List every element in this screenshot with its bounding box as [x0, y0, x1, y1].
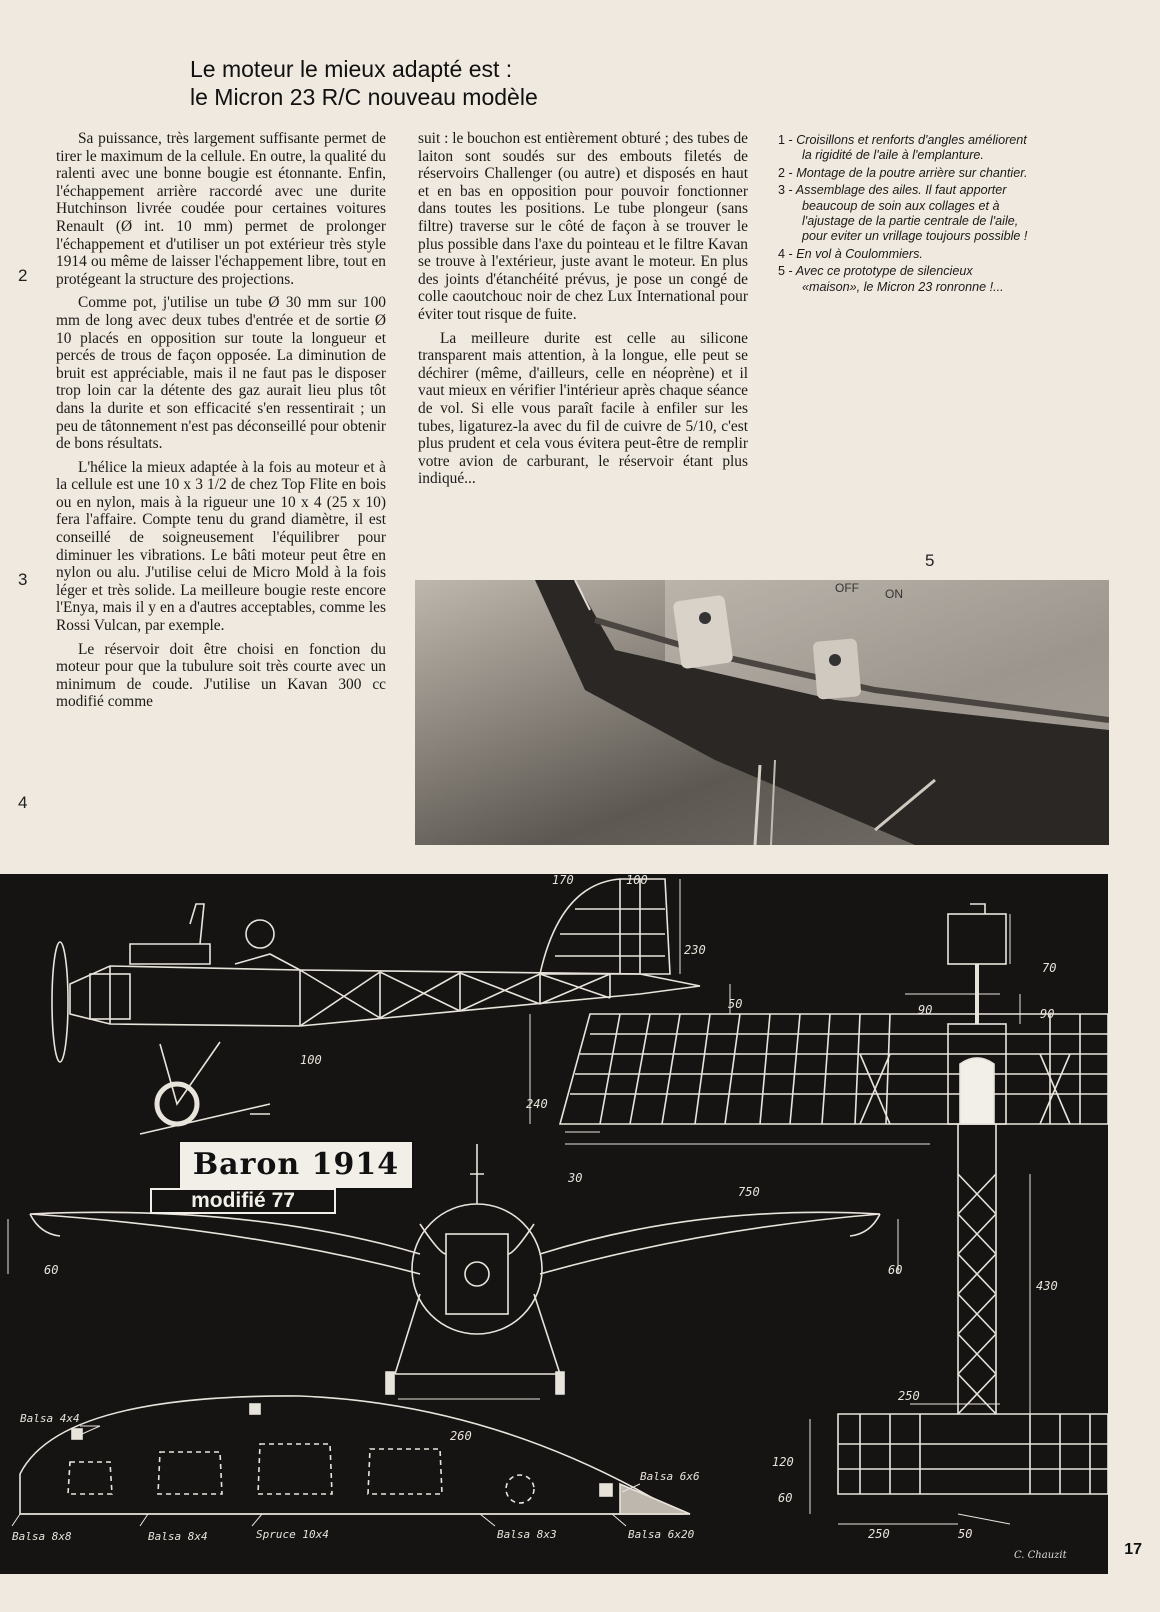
blueprint-plan: [0, 874, 1108, 1574]
dim-label: 100: [300, 1053, 322, 1067]
material-label: Balsa 6x20: [628, 1528, 695, 1541]
dim-label: 250: [868, 1527, 890, 1541]
paragraph: Sa puissance, très largement suffisante permet de tirer le maximum de la cellule. En outre, la qualité du ralenti avec une bonne bougie est étonnante. Enfin, l'échappement arrière raccordé avec une durite Hutchinson livrée coudée pour certaines voitures Renault (Ø int. 10 mm) permet de prolonger l'échappement et d'utiliser un pot extérieur très style 1914 ou même de laisser l'échappement libre, tout en protégeant la structure des projections.: [56, 130, 386, 288]
dim-label: 60: [888, 1263, 903, 1277]
dim-label: 60: [44, 1263, 59, 1277]
dim-label: 230: [684, 943, 706, 957]
paragraph: La meilleure durite est celle au silicone transparent mais attention, à la longue, elle peut se déchirer (même, d'ailleurs, celle en néoprène) et il vaut mieux en vérifier l'intérieur après chaque séance de vol. Si elle vous paraît facile à enfiler sur les tubes, ligaturez-la avec du fil de cuivre de 5/10, c'est plus prudent et cela vous évitera peut-être de remplir votre avion de carburant, le réservoir étant plus indiqué...: [418, 329, 748, 488]
caption-item: [778, 166, 1028, 181]
caption-text: En vol à Coulommiers.: [796, 246, 923, 261]
dim-label: 50: [958, 1527, 973, 1541]
caption-item: [778, 133, 1028, 164]
caption-number: 2 -: [778, 165, 793, 180]
text-column-1: [56, 130, 386, 717]
photo-marker-5: 5: [925, 551, 935, 570]
paragraph: L'hélice la mieux adaptée à la fois au moteur et à la cellule est une 10 x 3 1/2 de chez Top Flite en bois ou en nylon, mais à la rigueur une 10 x 4 (25 x 10) fera l'affaire. Compte tenu du grand diamètre, il est conseillé de soigneusement l'équilibrer pour diminuer les vibrations. Le bâti moteur peut être en nylon ou alu. J'utilise celui de Micro Mold à la fois léger et très solide. La meilleure bougie reste encore l'Enya, mais il y en a d'autres acceptables, comme les Rossi Vulcan, par exemple.: [56, 458, 386, 635]
photo-silencer: [415, 580, 1109, 845]
dim-label: 170: [552, 874, 574, 887]
dim-label: 120: [772, 1455, 794, 1469]
photo-marker-4: 4: [18, 793, 28, 812]
artist-signature: C. Chauzit: [1014, 1550, 1067, 1561]
dim-label: 100: [626, 874, 648, 887]
dim-label: 90: [918, 1003, 933, 1017]
caption-text: Montage de la poutre arrière sur chantier.: [796, 165, 1028, 180]
switch-on-label: ON: [885, 587, 903, 601]
material-label: Balsa 8x3: [497, 1528, 557, 1541]
switch-off-label: OFF: [835, 581, 859, 595]
material-label: Balsa 6x6: [640, 1470, 700, 1483]
paragraph: suit : le bouchon est entièrement obturé ; des tubes de laiton sont soudés sur des embouts filetés de réservoirs Challenger (ou autre) et disposés en haut et en bas en opposition pour pouvoir fonctionner dans toutes les positions. Le tube plongeur (sans filtre) traverse sur le côté de façon à se trouver le plus possible dans l'axe du pointeau et le filtre Kavan se trouve à l'extérieur, juste avant le moteur. En plus des joints d'étanchéité prévus, je pose un congé de colle caoutchouc noir de chez Lux International pour éviter tout risque de fuite.: [418, 130, 748, 323]
paragraph: Comme pot, j'utilise un tube Ø 30 mm sur 100 mm de long avec deux tubes d'entrée et de sortie Ø 10 placés en opposition sur toute la longueur et percés de trous de façon opposée. La diminution de bruit est appréciable, mais il ne faut pas le disposer trop loin car la détente des gaz aurait lieu plus tôt dans la durite et son efficacité s'en ressentirait ; un peu de tâtonnement n'est pas déconseillé pour obtenir de bons résultats.: [56, 294, 386, 453]
photo-captions: [778, 133, 1028, 297]
side-view: [52, 879, 700, 1134]
caption-item: [778, 264, 1028, 295]
photo-marker-3: 3: [18, 570, 28, 589]
paragraph: Le réservoir doit être choisi en fonction du moteur pour que la tubulure soit très courte avec un minimum de coude. J'utilise un Kavan 300 cc modifié comme: [56, 640, 386, 711]
dim-label: 260: [450, 1429, 472, 1443]
dim-label: 60: [778, 1491, 793, 1505]
dim-label: 240: [526, 1097, 548, 1111]
plan-title: Baron 1914: [178, 1140, 414, 1190]
article-headline: [190, 55, 650, 111]
caption-number: 4 -: [778, 246, 793, 261]
dim-label: 750: [738, 1185, 760, 1199]
page-number: 17: [1124, 1541, 1142, 1558]
headline-line-1: Le moteur le mieux adapté est :: [190, 56, 513, 82]
top-view-wing: [560, 1014, 1108, 1124]
caption-number: 3 -: [778, 183, 793, 198]
caption-number: 1 -: [778, 133, 793, 147]
dim-label: 250: [898, 1389, 920, 1403]
dim-label: 30: [568, 1171, 583, 1185]
dim-label: 70: [1042, 961, 1057, 975]
caption-text: Avec ce prototype de silencieux «maison», le Micron 23 ronronne !...: [795, 264, 1004, 294]
front-view: [30, 1144, 880, 1394]
plan-subtitle: modifié 77: [150, 1188, 336, 1214]
wing-rib-section: [20, 1396, 690, 1514]
caption-item: [778, 183, 1028, 245]
text-column-2: [418, 130, 748, 494]
top-view-boom: [838, 904, 1108, 1494]
material-label: Balsa 4x4: [20, 1412, 80, 1425]
material-label: Balsa 8x4: [148, 1530, 208, 1543]
dim-label: 50: [728, 997, 743, 1011]
caption-item: [778, 247, 1028, 262]
material-label: Balsa 8x8: [12, 1530, 72, 1543]
dim-label: 90: [1040, 1007, 1055, 1021]
caption-text: Croisillons et renforts d'angles améliorent la rigidité de l'aile à l'emplanture.: [796, 133, 1027, 163]
material-label: Spruce 10x4: [256, 1528, 329, 1541]
headline-line-2: le Micron 23 R/C nouveau modèle: [190, 84, 538, 110]
caption-text: Assemblage des ailes. Il faut apporter beaucoup de soin aux collages et à l'ajustage de la partie centrale de l'aile, pour eviter un vrillage toujours possible !: [795, 183, 1028, 244]
caption-number: 5 -: [778, 264, 793, 279]
dim-label: 430: [1036, 1279, 1058, 1293]
photo-marker-2: 2: [18, 266, 28, 285]
